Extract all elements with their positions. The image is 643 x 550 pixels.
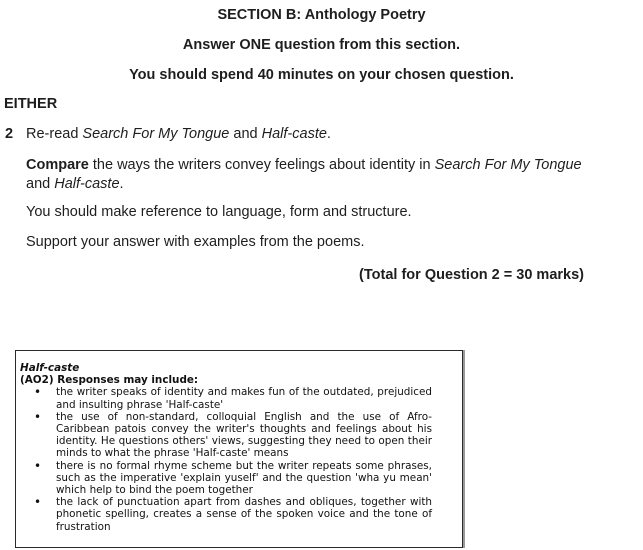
poem-title-search-for-my-tongue: Search For My Tongue [82, 126, 230, 142]
list-item-text: the writer speaks of identity and makes fun of the outdated, prejudiced and insulting phrase 'Half-caste' [56, 386, 432, 411]
mark-scheme-content [20, 362, 432, 533]
list-item-text: there is no formal rhyme scheme but the writer repeats some phrases, such as the imperative 'explain yuself' and the question 'wha yu mean' which help to bind the poem together [56, 459, 432, 497]
section-title: SECTION B: Anthology Poetry [217, 7, 426, 23]
period: . [326, 126, 331, 142]
bullet-icon: • [34, 385, 42, 400]
list-item-text: the use of non-standard, colloquial English and the use of Afro-Caribbean patois convey the writer's thoughts and feelings about his identity. He questions others' views, suggesting they need to open their minds to what the phrase 'Half-caste' means [56, 410, 432, 460]
mark-scheme-list [20, 386, 432, 532]
compare-keyword: Compare [26, 157, 89, 173]
compare-period: . [119, 176, 124, 192]
bullet-icon: • [34, 495, 42, 510]
bullet-icon: • [34, 409, 42, 424]
instruction-time: You should spend 40 minutes on your chosen question. [129, 67, 514, 83]
list-item [20, 496, 432, 533]
list-item-text: the lack of punctuation apart from dashes and obliques, together with phonetic spelling, creates a sense of the spoken voice and the tone of frustration [56, 496, 432, 533]
question-reread-line [26, 126, 331, 142]
mark-scheme-title: Half-caste [20, 362, 80, 374]
reread-prefix: Re-read [26, 126, 83, 142]
support-instruction: Support your answer with examples from the poems. [26, 234, 365, 250]
list-item [20, 460, 432, 497]
mark-scheme-box [15, 350, 463, 548]
reference-instruction: You should make reference to language, form and structure. [26, 204, 412, 220]
bullet-icon: • [34, 458, 42, 473]
question-number: 2 [5, 126, 14, 142]
question-compare-text [26, 156, 586, 194]
and-word: and [229, 126, 262, 142]
compare-poem-2: Half-caste [54, 176, 120, 192]
either-label: EITHER [4, 96, 58, 112]
instruction-answer-one: Answer ONE question from this section. [182, 37, 461, 53]
list-item [20, 386, 432, 410]
list-item [20, 411, 432, 460]
compare-poem-1: Search For My Tongue [434, 157, 582, 173]
compare-body: the ways the writers convey feelings about identity in [88, 157, 435, 173]
poem-title-half-caste: Half-caste [261, 126, 327, 142]
total-marks: (Total for Question 2 = 30 marks) [359, 267, 584, 283]
mark-scheme-heading: (AO2) Responses may include: [20, 374, 199, 387]
compare-and: and [26, 176, 55, 192]
